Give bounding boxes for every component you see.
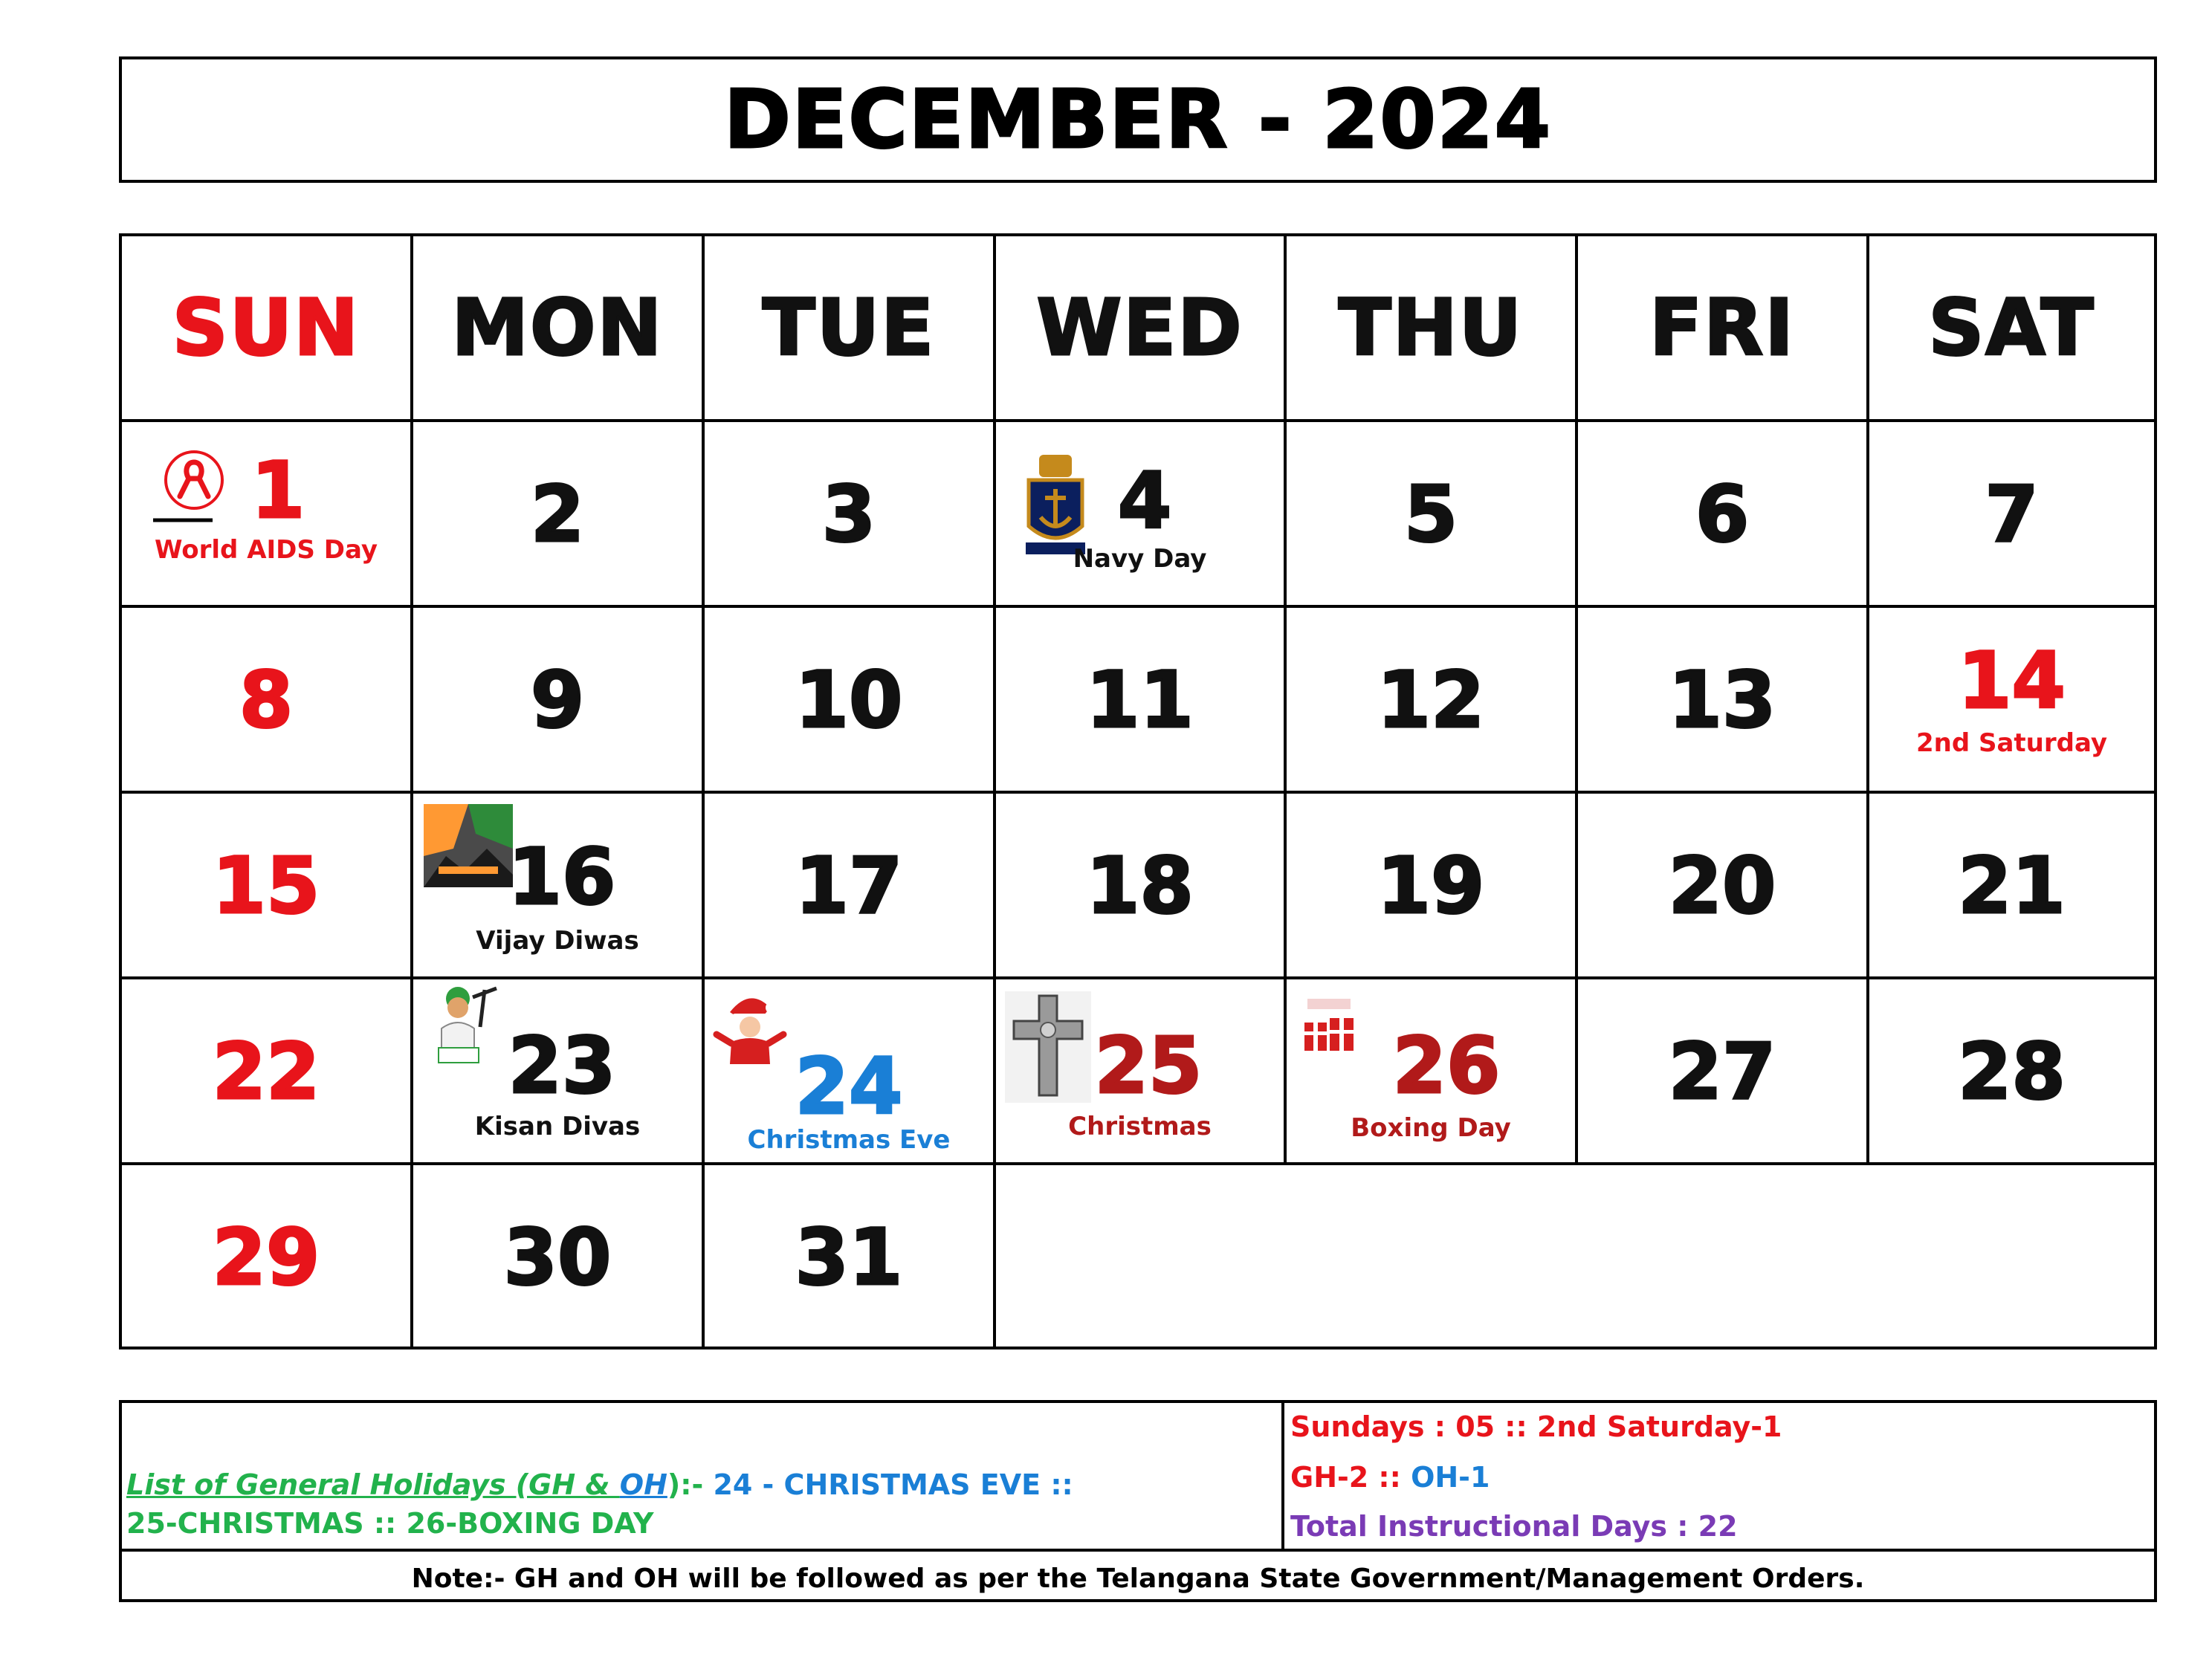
day-cell-8[interactable] [122, 608, 410, 791]
day-cell-24[interactable] [705, 979, 993, 1162]
day-cell-20[interactable] [1578, 794, 1866, 976]
weekday-thu: THU [1338, 282, 1524, 373]
day-number-10: 10 [795, 655, 903, 745]
page-title: DECEMBER - 2024 [724, 73, 1552, 166]
gh-count: GH-2 :: [1290, 1461, 1411, 1494]
day-cell-6[interactable] [1578, 422, 1866, 605]
cross-icon [1005, 991, 1091, 1103]
day-cell-30[interactable] [413, 1165, 702, 1347]
day-number-6: 6 [1695, 469, 1750, 560]
day-label-1: World AIDS Day [154, 535, 378, 565]
holiday-items-line2: 25-CHRISTMAS :: 26-BOXING DAY [126, 1507, 654, 1540]
weekday-sun: SUN [172, 282, 360, 373]
day-cell-16[interactable] [413, 794, 702, 976]
day-number-21: 21 [1958, 840, 2066, 931]
note-text: Note:- GH and OH will be followed as per the Telangana State Government/Management Orders. [411, 1563, 1865, 1594]
divider [122, 1549, 2154, 1552]
day-cell-19[interactable] [1287, 794, 1575, 976]
day-number-19: 19 [1377, 840, 1485, 931]
sundays-count: Sundays : 05 :: 2nd Saturday-1 [1290, 1410, 1782, 1443]
day-number-23: 23 [508, 1020, 616, 1111]
day-label-24: Christmas Eve [747, 1125, 951, 1155]
day-number-18: 18 [1086, 840, 1194, 931]
day-cell-4[interactable] [996, 422, 1284, 605]
day-cell-31[interactable] [705, 1165, 993, 1347]
day-number-11: 11 [1086, 655, 1194, 745]
weekday-tue: TUE [762, 282, 936, 373]
day-number-13: 13 [1668, 655, 1776, 745]
day-number-5: 5 [1403, 469, 1458, 560]
day-number-14: 14 [1958, 635, 2066, 726]
day-number-16: 16 [508, 832, 616, 922]
day-cell-7[interactable] [1869, 422, 2154, 605]
day-cell-27[interactable] [1578, 979, 1866, 1162]
instructional-days: Total Instructional Days : 22 [1290, 1510, 1738, 1543]
day-number-20: 20 [1668, 840, 1776, 931]
weekday-wed: WED [1036, 282, 1244, 373]
vijay-diwas-kargil-icon [424, 804, 513, 887]
divider [1281, 1403, 1284, 1552]
day-cell-25[interactable] [996, 979, 1284, 1162]
boxing-day-gift-icon [1297, 993, 1361, 1055]
day-cell-3[interactable] [705, 422, 993, 605]
day-number-30: 30 [503, 1212, 612, 1303]
holiday-list [126, 1468, 1073, 1501]
kisan-farmer-icon [428, 982, 499, 1064]
day-number-29: 29 [212, 1212, 320, 1303]
day-number-12: 12 [1377, 655, 1485, 745]
day-cell-12[interactable] [1287, 608, 1575, 791]
day-number-1: 1 [250, 445, 305, 536]
day-label-25: Christmas [1068, 1112, 1212, 1141]
day-number-3: 3 [821, 469, 876, 560]
oh-count: OH-1 [1411, 1461, 1490, 1494]
day-number-28: 28 [1958, 1026, 2066, 1117]
day-label-26: Boxing Day [1351, 1113, 1511, 1143]
day-label-23: Kisan Divas [474, 1112, 641, 1141]
day-number-4: 4 [1117, 456, 1172, 546]
day-cell-21[interactable] [1869, 794, 2154, 976]
info-box [119, 1400, 2157, 1602]
holiday-heading-oh: OH [619, 1468, 667, 1501]
day-cell-15[interactable] [122, 794, 410, 976]
weekday-fri: FRI [1649, 282, 1795, 373]
day-cell-26[interactable] [1287, 979, 1575, 1162]
holiday-heading: List of General Holidays (GH & [126, 1468, 620, 1501]
day-number-2: 2 [530, 469, 585, 560]
day-number-22: 22 [212, 1026, 320, 1117]
day-label-14: 2nd Saturday [1915, 728, 2108, 758]
day-number-25: 25 [1094, 1020, 1203, 1111]
day-number-31: 31 [795, 1212, 903, 1303]
day-number-15: 15 [212, 840, 320, 931]
holiday-heading-tail: ):- [667, 1468, 704, 1501]
weekday-sat: SAT [1928, 282, 2095, 373]
holiday-items-line1: 24 - CHRISTMAS EVE :: [703, 1468, 1073, 1501]
day-number-24: 24 [795, 1041, 903, 1132]
title-box [119, 56, 2157, 183]
day-label-16: Vijay Diwas [476, 926, 639, 956]
day-cell-10[interactable] [705, 608, 993, 791]
day-number-9: 9 [530, 655, 585, 745]
day-number-27: 27 [1668, 1026, 1776, 1117]
day-cell-17[interactable] [705, 794, 993, 976]
day-cell-23[interactable] [413, 979, 702, 1162]
day-cell-9[interactable] [413, 608, 702, 791]
calendar-grid [119, 233, 2157, 1349]
day-cell-18[interactable] [996, 794, 1284, 976]
red-ribbon-aids-icon [153, 449, 235, 523]
day-cell-29[interactable] [122, 1165, 410, 1347]
day-cell-2[interactable] [413, 422, 702, 605]
day-cell-14[interactable] [1869, 608, 2154, 791]
gh-oh-count [1290, 1461, 1490, 1494]
day-cell-13[interactable] [1578, 608, 1866, 791]
weekday-mon: MON [451, 282, 664, 373]
day-cell-1[interactable] [122, 422, 410, 605]
day-cell-11[interactable] [996, 608, 1284, 791]
day-label-4: Navy Day [1073, 544, 1207, 574]
day-cell-5[interactable] [1287, 422, 1575, 605]
day-number-17: 17 [795, 840, 903, 931]
day-number-8: 8 [239, 655, 294, 745]
day-number-7: 7 [1985, 469, 2039, 560]
day-number-26: 26 [1392, 1020, 1501, 1111]
day-cell-28[interactable] [1869, 979, 2154, 1162]
day-cell-22[interactable] [122, 979, 410, 1162]
